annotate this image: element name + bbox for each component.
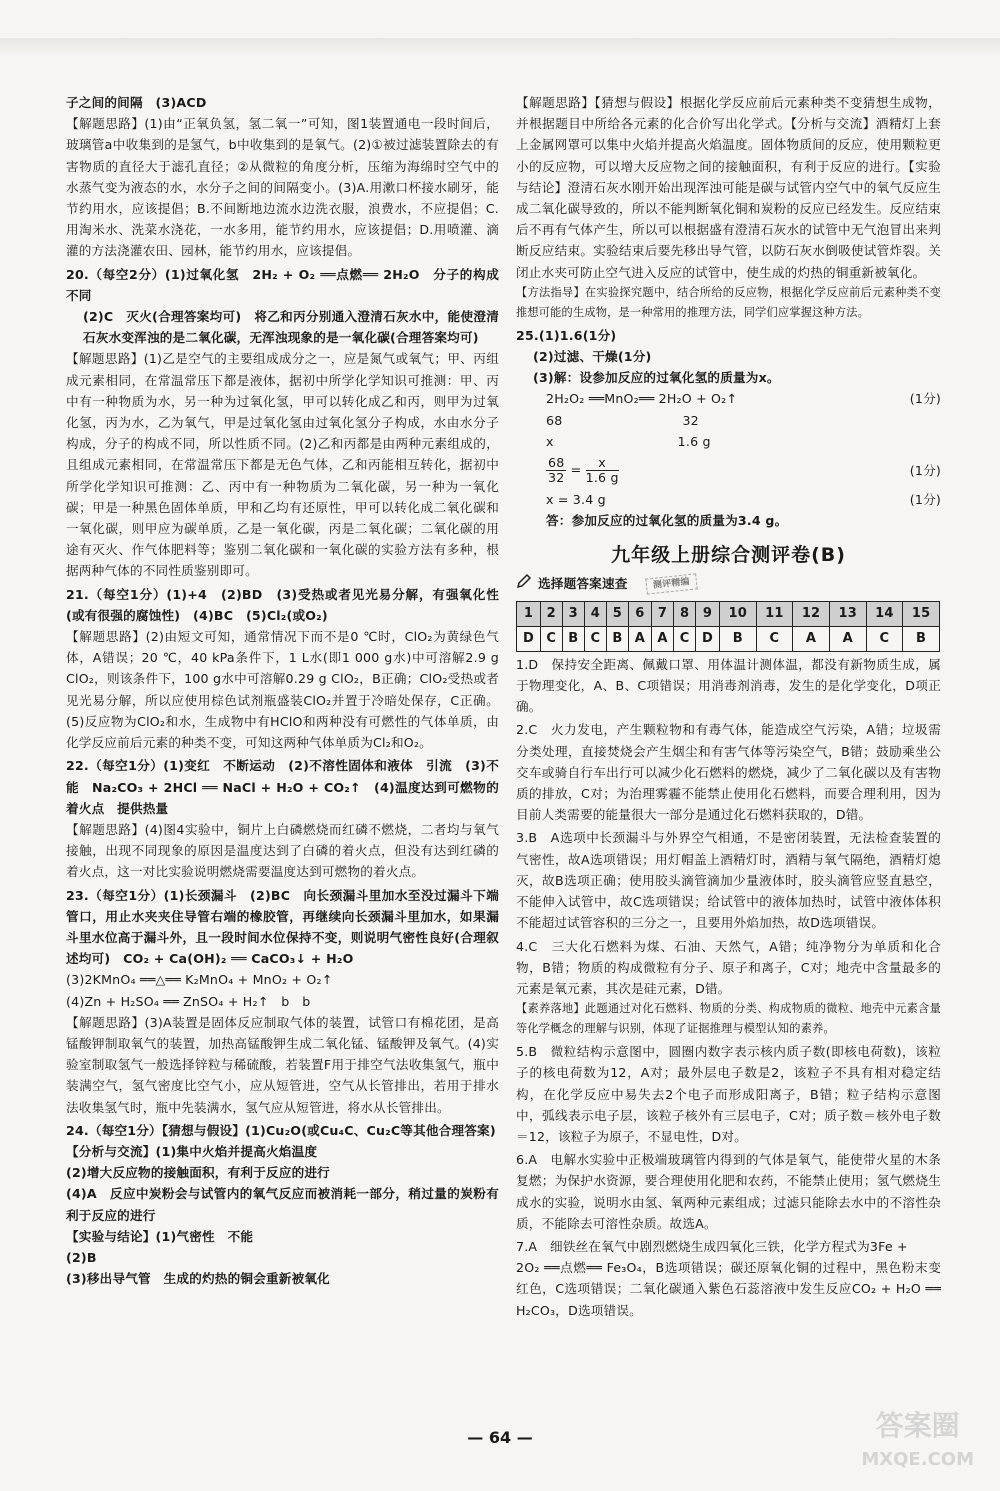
frac-right-top: x <box>586 456 619 471</box>
answer-3: 3.B A选项中长颈漏斗与外界空气相通，不是密闭装置，无法检查装置的气密性，故A选项错误；用灯帽盖上酒精灯时，酒精与氧气隔绝，酒精灯熄灭，故B选项正确；使用胶头滴管滴加少量液体时，胶头滴管应竖直悬空，不能伸入试管中，故C选项错误；给试管中的液体加热时，试管中液体体积不能超过试管容积的三分之一，且要用外焰加热，故D选项错误。 <box>516 830 941 931</box>
q21-head: 21.（每空1分）(1)+4 (2)BD (3)受热或者见光易分解，有强氧化性(或有很强的腐蚀性) (4)BC (5)Cl₂(或O₂) <box>66 586 499 623</box>
answer-number-cell: 2 <box>540 601 562 626</box>
q23-head: 23.（每空1分）(1)长颈漏斗 (2)BC 向长颈漏斗里加水至没过漏斗下端管口，用止水夹夹住导管右端的橡胶管，再继续向长颈漏斗里加水，如果漏斗里水位高于漏斗外，且一段时间水位保持不变，则说明气密性良好(合理叙述均可) CO₂ + Ca(OH)₂ ══ CaCO₃↓ + H₂O <box>66 887 499 967</box>
answer-number-cell: 11 <box>756 601 793 626</box>
q25-m2: 32 <box>682 412 699 428</box>
q24-line5: (2)B <box>66 1249 97 1265</box>
q25-value-row <box>516 431 941 452</box>
q20-head: 20.（每空2分）(1)过氧化氢 2H₂ + O₂ ══点燃══ 2H₂O 分子的构成不同 <box>66 266 499 303</box>
q25-mass-row <box>516 410 941 431</box>
q25-line3: (3)解：设参加反应的过氧化氢的质量为x。 <box>533 370 780 386</box>
quick-answer-title: 选择题答案速查 <box>538 576 628 592</box>
q25-mark-3: (1分) <box>909 492 941 508</box>
answer-number-cell: 9 <box>696 601 720 626</box>
quick-answer-header <box>516 573 941 595</box>
frac-left-bot: 32 <box>548 470 565 486</box>
watermark-logo <box>861 1409 974 1477</box>
q24-line1: 【分析与交流】(1)集中火焰并提高火焰温度 <box>66 1143 318 1159</box>
q25-line1: 25.(1)1.6(1分) <box>516 327 617 343</box>
q25-ratio-row <box>516 456 941 485</box>
q25-line2: (2)过滤、干燥(1分) <box>533 349 652 365</box>
q25-g: 1.6 g <box>677 433 711 449</box>
q23-eq1: (3)2KMnO₄ ══△══ K₂MnO₄ + MnO₂ + O₂↑ <box>66 972 333 988</box>
q25-equation-row <box>516 388 941 409</box>
answer-number-cell: 7 <box>651 601 674 626</box>
q24-line3: (4)A 反应中炭粉会与试管内的氧气反应而被消耗一部分，稍过量的炭粉有利于反应的进行 <box>66 1186 499 1223</box>
q24-line4: 【实验与结论】(1)气密性 不能 <box>66 1228 254 1244</box>
answer-7b: 2O₂ ══点燃══ Fe₃O₄，B选项错误；碳还原氧化铜的过程中，黑色粉末变红色，C选项错误；二氧化碳通入紫色石蕊溶液中发生反应CO₂ + H₂O ══ H₂CO₃，D选项错误。 <box>516 1260 941 1318</box>
answer-value-cell: B <box>606 626 628 651</box>
q20-body: (2)C 灭火(合理答案均可) 将乙和丙分别通入澄清石灰水中，能使澄清石灰水变浑浊的是二氧化碳，无浑浊现象的是一氧化碳(合理答案均可) <box>83 309 499 346</box>
frac-right-bot: 1.6 g <box>585 470 619 486</box>
answer-number-cell: 6 <box>629 601 652 626</box>
answer-value-cell: C <box>674 626 696 651</box>
answer-7a: 7.A 细铁丝在氧气中剧烈燃烧生成四氧化三铁，化学方程式为3Fe + <box>516 1238 908 1254</box>
answer-value-row <box>517 626 940 651</box>
q24-line2: (2)增大反应物的接触面积，有利于反应的进行 <box>66 1165 330 1181</box>
answer-table <box>516 601 940 652</box>
answer-1: 1.D 保持安全距离、佩戴口罩、用体温计测体温，都没有新物质生成，属于物理变化，A、B、C项错误；用消毒剂消毒，发生的是化学变化，D项正确。 <box>516 656 941 715</box>
q25-mark-1: (1分) <box>909 391 941 407</box>
answer-number-cell: 8 <box>674 601 696 626</box>
page-top-shade <box>0 38 1000 56</box>
answer-number-cell: 14 <box>866 601 903 626</box>
answer-value-cell: C <box>866 626 903 651</box>
q25-answer: 答：参加反应的过氧化氢的质量为3.4 g。 <box>546 513 788 529</box>
pencil-icon <box>516 573 532 595</box>
answer-number-cell: 5 <box>606 601 628 626</box>
r-analysis: 【解题思路】【猜想与假设】根据化学反应前后元素种类不变猜想生成物，并根据题目中所给各元素的化合价写出化学式。【分析与交流】酒精灯上套上金属网罩可以集中火焰并提高火焰温度。固体物质间的反应，使用颗粒更小的反应物，可以增大反应物之间的接触面积，有利于反应的进行。【实验与结论】澄清石灰水刚开始出现浑浊可能是碳与试管内空气中的氧气反应生成二氧化碳导致的，所以不能判断氧化铜和炭粉的反应已经发生。反应结束后不再有气体产生，所以可以根据盛有澄清石灰水的试管中无气泡冒出来判断反应结束。实验结束后要先移出导气管，以防石灰水倒吸使试管炸裂。关闭止水夹可防止空气进入反应的试管中，使生成的灼热的铜重新被氧化。 <box>516 95 941 280</box>
answer-number-row <box>517 601 940 626</box>
r-method: 【方法指导】在实验探究题中，结合所给的反应物，根据化学反应前后元素种类不变推想可能的生成物，是一种常用的推理方法，同学们应掌握这种方法。 <box>516 285 941 319</box>
answer-6: 6.A 电解水实验中正极端玻璃管内得到的气体是氧气，能使带火星的木条复燃；为保护水资源，要合理使用化肥和农药，不能禁止使用；氢气燃烧生成水的实验，说明水由氢、氧两种元素组成；过滤只能除去水中的不溶性杂质，不能除去可溶性杂质。故选A。 <box>516 1152 941 1231</box>
answer-number-cell: 10 <box>719 601 756 626</box>
q23-analysis: 【解题思路】(3)A装置是固体反应制取气体的装置，试管口有棉花团，是高锰酸钾制取氧气的装置，加热高锰酸钾生成二氧化锰、锰酸钾及氧气。(4)实验室制取氢气一般选择锌粒与稀硫酸，若装置F用于排空气法收集氢气，瓶中装满空气，氢气密度比空气小，应从短管进，空气从长管排出，若用于排水法收集氢气时，瓶中先装满水，氢气应从短管进，将水从长管排出。 <box>66 1014 499 1115</box>
q25-mark-2: (1分) <box>909 462 941 478</box>
answer-value-cell: B <box>562 626 584 651</box>
answer-number-cell: 12 <box>793 601 830 626</box>
q24-line6: (3)移出导气管 生成的灼热的铜会重新被氧化 <box>66 1271 330 1287</box>
q20-analysis: 【解题思路】(1)乙是空气的主要组成成分之一，应是氮气或氧气；甲、丙组成元素相同，在常温常压下都是液体，据初中所学化学知识可推测：甲、丙中有一种物质为水，另一种为过氧化氢，甲可以转化成乙和丙，则甲为过氧化氢，丙为水，乙为氧气，甲是过氧化氢由过氧化氢分子构成，水由水分子构成，分子的构成不同，所以性质不同。(2)乙和丙都是由两种元素组成的，且组成元素相同，在常温常压下都是无色气体，乙和丙能相互转化，据初中所学化学知识可推测：乙、丙中有一种物质为二氧化碳，另一种为一氧化碳；甲是一种黑色固体单质，甲和乙均有还原性，甲可以转化成二氧化碳和一氧化碳，则甲应为碳单质，乙是一氧化碳，丙是二氧化碳；二氧化碳的用途有灭火、作气体肥料等；鉴别二氧化碳和一氧化碳的实验方法有多种，根据两种气体的不同性质鉴别即可。 <box>66 351 499 579</box>
answer-4-note: 【素养落地】此题通过对化石燃料、物质的分类、构成物质的微粒、地壳中元素含量等化学概念的理解与识别，体现了证据推理与模型认知的素养。 <box>516 1002 941 1036</box>
q21-analysis: 【解题思路】(2)由短文可知，通常情况下而不是0 ℃时，ClO₂为黄绿色气体，A错误；20 ℃，40 kPa条件下，1 L水(即1 000 g水)中可溶解2.9 g ClO₂，则该条件下，100 g水中可溶解0.29 g ClO₂，B正确；ClO₂受热或者见光易分解，所以应使用棕色试剂瓶盛装ClO₂并置于冷暗处保存，C正确。(5)反应物为ClO₂和水，生成物中有HClO和两种没有可燃性的气体单质，由化学反应前后元素的种类不变，可知这两种气体单质为Cl₂和O₂。 <box>66 629 499 751</box>
answer-value-cell: A <box>651 626 674 651</box>
intro-analysis: 【解题思路】(1)由“正氧负氢，氢二氧一”可知，图1装置通电一段时间后，玻璃管a中收集到的是氢气，b中收集到的是氧气。(2)①被过滤装置除去的有害物质的直径大于滤孔直径；②从微粒的角度分析，压缩为海绵时空气中的水蒸气变为液态的水，水分子之间的间隔变小。(3)A.用漱口杯接水刷牙，能节约用水，应该提倡；B.不间断地边流水边洗衣服，浪费水，不应提倡；C.用淘米水、洗菜水浇花，一水多用，能节约用水，应该提倡；D.用喷灌、滴灌的方法浇灌农田、园林，能节约用水，应该提倡。 <box>66 116 499 259</box>
answer-5: 5.B 微粒结构示意图中，圆圈内数字表示核内质子数(即核电荷数)，该粒子的核电荷数为12，A对；最外层电子数是2，该粒子不具有相对稳定结构，在化学反应中易失去2个电子而形成阳离子，B错；粒子结构示意图中，弧线表示电子层，该粒子核外有三层电子，C对；质子数＝核外电子数＝12，该粒子为原子，不显电性，D对。 <box>516 1044 941 1144</box>
q22-analysis: 【解题思路】(4)图4实验中，铜片上白磷燃烧而红磷不燃烧，二者均与氧气接触，出现不同现象的原因是温度达到了白磷的着火点，但没有达到红磷的着火点，这一对比实验说明燃烧需要温度达到可燃物的着火点。 <box>66 821 499 880</box>
answer-number-cell: 15 <box>903 601 940 626</box>
answer-value-cell: B <box>719 626 756 651</box>
q25-m1: 68 <box>546 412 563 428</box>
intro-line: 子之间的间隔 (3)ACD <box>66 95 207 110</box>
answer-2: 2.C 火力发电，产生颗粒物和有毒气体，能造成空气污染，A错；垃圾需分类处理，直接焚烧会产生烟尘和有害气体等污染空气，B错；鼓励乘坐公交车或骑自行车出行可以减少化石燃料的燃烧，减少了二氧化碳以及有害物质的排放，C对；为治理雾霾不能禁止使用化石燃料，而要合理利用，因为目前人类需要的能量很大一部分是通过化石燃料获取的，D错。 <box>516 722 941 823</box>
stamp-mark: 测评精编 <box>645 573 697 594</box>
left-column <box>66 92 499 1289</box>
answer-number-cell: 3 <box>562 601 584 626</box>
answer-value-cell: A <box>793 626 830 651</box>
q25-result-row <box>516 489 941 510</box>
frac-left-top: 68 <box>548 455 565 471</box>
q22-head: 22.（每空1分）(1)变红 不断运动 (2)不溶性固体和液体 引流 (3)不能 Na₂CO₃ + 2HCl ══ NaCl + H₂O + CO₂↑ (4)温度达到可燃物的着火点 提供热量 <box>66 758 499 816</box>
answer-number-cell: 4 <box>584 601 606 626</box>
answer-value-cell: C <box>756 626 793 651</box>
q23-eq2: (4)Zn + H₂SO₄ ══ ZnSO₄ + H₂↑ b b <box>66 993 311 1009</box>
q25-x: x <box>546 433 554 449</box>
answer-value-cell: D <box>696 626 720 651</box>
page-number: — 64 — <box>467 1428 533 1447</box>
answer-4: 4.C 三大化石燃料为煤、石油、天然气，A错；纯净物分为单质和化合物，B错；物质的构成微粒有分子、原子和离子，C对；地壳中含量最多的元素是氧元素，其次是硅元素，D错。 <box>516 938 941 996</box>
answer-number-cell: 13 <box>829 601 866 626</box>
answer-value-cell: A <box>629 626 652 651</box>
right-column <box>516 92 941 1321</box>
q25-result: x = 3.4 g <box>546 492 606 508</box>
section-title-text: 九年级上册综合测评卷(B) <box>611 544 846 567</box>
answer-value-cell: D <box>517 626 541 651</box>
q24-head: 24.（每空1分）【猜想与假设】(1)Cu₂O(或Cu₄C、Cu₂C等其他合理答案) <box>66 1122 496 1138</box>
watermark-line2: MXQE.COM <box>861 1449 974 1470</box>
answer-number-cell: 1 <box>517 601 541 626</box>
watermark-line1: 答案圈 <box>875 1409 960 1442</box>
answer-value-cell: B <box>903 626 940 651</box>
section-title <box>516 545 941 566</box>
answer-value-cell: C <box>540 626 562 651</box>
answer-value-cell: C <box>584 626 606 651</box>
q25-ratio: $\frac{68}{32}$ = $\frac{x}{1.6 g}$ <box>548 455 619 486</box>
answer-value-cell: A <box>829 626 866 651</box>
q25-equation: 2H₂O₂ ══MnO₂══ 2H₂O + O₂↑ <box>546 391 738 407</box>
